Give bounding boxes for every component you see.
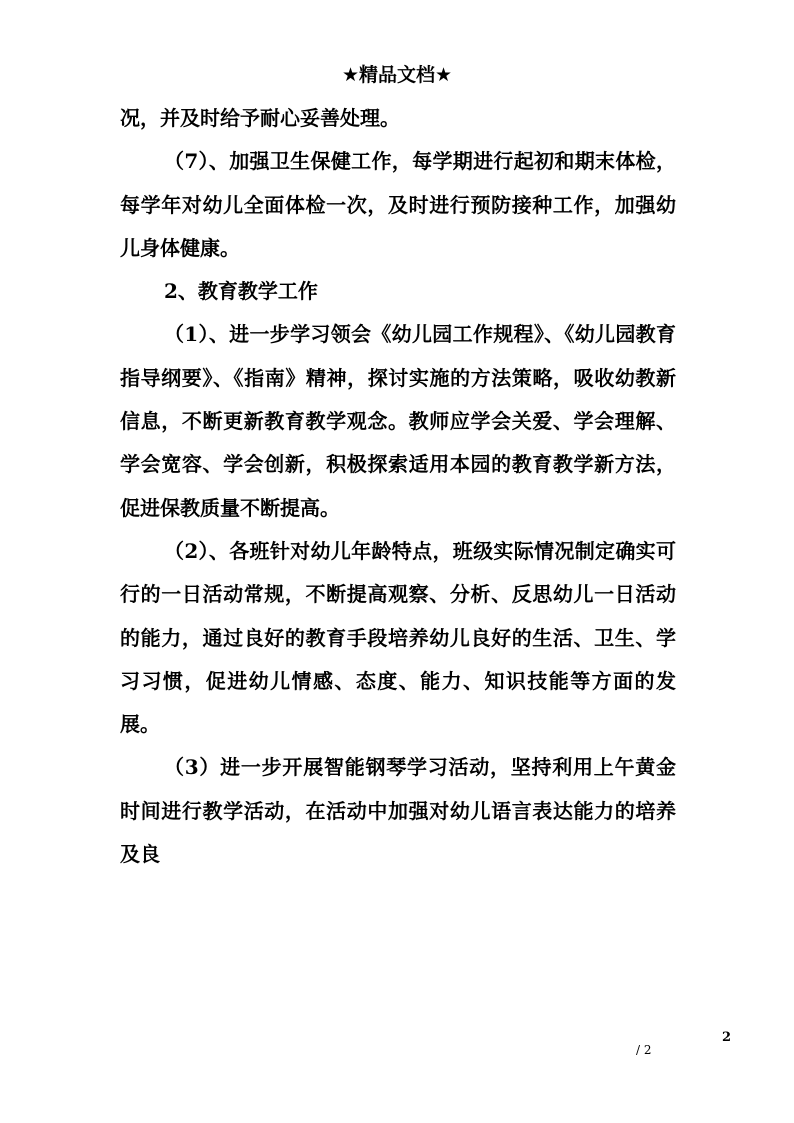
paragraph: （2）、各班针对幼儿年龄特点，班级实际情况制定确实可行的一日活动常规，不断提高观察、分析、反思幼儿一日活动的能力，通过良好的教育手段培养幼儿良好的生活、卫生、学习习惯，促进幼儿情感、态度、能力、知识技能等方面的发展。 — [120, 538, 676, 737]
section-heading: 2、教育教学工作 — [164, 279, 318, 304]
document-body — [120, 97, 676, 876]
page-number: 2 — [722, 1030, 732, 1045]
paragraph: （1）、进一步学习领会《幼儿园工作规程》、《幼儿园教育指导纲要》、《指南》精神，探讨实施的方法策略，吸收幼教新信息，不断更新教育教学观念。教师应学会关爱、学会理解、学会宽容、学会创新，积极探索适用本园的教育教学新方法，促进保教质量不断提高。 — [120, 322, 676, 520]
paragraph: （3）进一步开展智能钢琴学习活动，坚持利用上午黄金时间进行教学活动，在活动中加强对幼儿语言表达能力的培养及良 — [120, 755, 676, 867]
paragraph: 况，并及时给予耐心妥善处理。 — [120, 106, 400, 130]
page-total: / 2 — [636, 1043, 652, 1057]
paragraph: （7）、加强卫生保健工作，每学期进行起初和期末体检，每学年对幼儿全面体检一次，及时进行预防接种工作，加强幼儿身体健康。 — [120, 149, 676, 260]
document-header: ★精品文档★ — [341, 64, 453, 86]
